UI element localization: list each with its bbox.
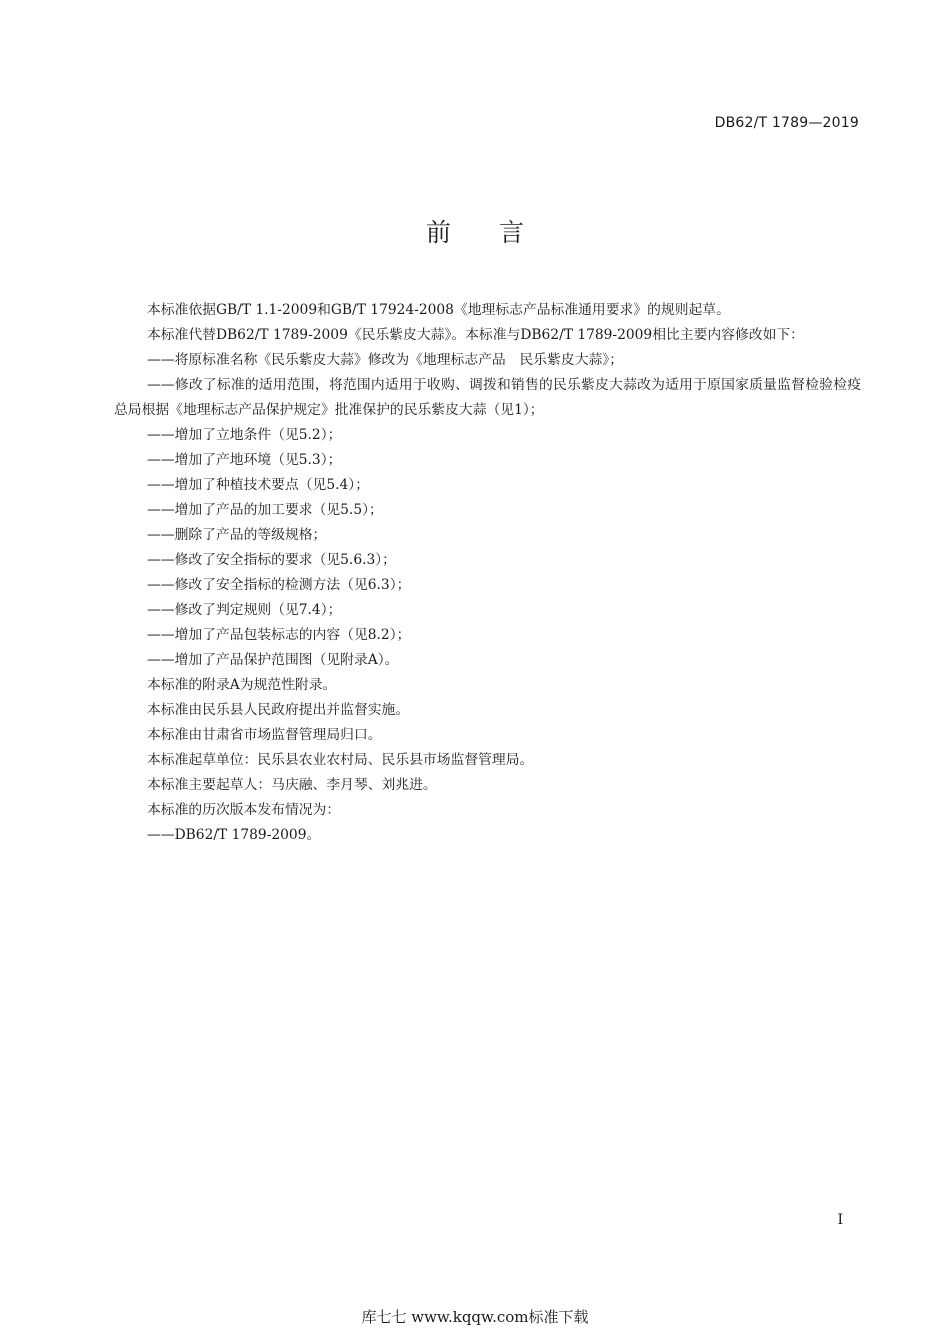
paragraph: 本标准的历次版本发布情况为： <box>147 802 341 818</box>
paragraph: ——DB62/T 1789-2009。 <box>147 827 321 843</box>
paragraph: ——增加了产品包装标志的内容（见8.2）； <box>147 627 411 643</box>
paragraph: ——增加了产品的加工要求（见5.5）； <box>147 502 383 518</box>
paragraph: ——删除了产品的等级规格； <box>147 527 327 543</box>
paragraph: 本标准依据GB/T 1.1-2009和GB/T 17924-2008《地理标志产品标准通用要求》的规则起草。 <box>147 302 730 318</box>
paragraph: ——增加了产地环境（见5.3）； <box>147 452 342 468</box>
page-title: 前言 <box>425 218 572 247</box>
paragraph: 本标准由甘肃省市场监督管理局归口。 <box>147 727 382 743</box>
paragraph: ——修改了标准的适用范围，将范围内适用于收购、调拨和销售的民乐紫皮大蒜改为适用于原国家质量监督检验检疫总局根据《地理标志产品保护规定》批准保护的民乐紫皮大蒜（见1）； <box>114 377 861 418</box>
paragraph: ——修改了安全指标的要求（见5.6.3）； <box>147 552 396 568</box>
paragraph: 本标准代替DB62/T 1789-2009《民乐紫皮大蒜》。本标准与DB62/T 1789-2009相比主要内容修改如下： <box>147 327 804 343</box>
foreword-body <box>114 298 861 848</box>
paragraph: ——增加了产品保护范围图（见附录A）。 <box>147 652 399 668</box>
paragraph: 本标准主要起草人：马庆融、李月琴、刘兆进。 <box>147 777 437 793</box>
paragraph: 本标准起草单位：民乐县农业农村局、民乐县市场监督管理局。 <box>147 752 534 768</box>
standard-code: DB62/T 1789—2019 <box>714 115 859 131</box>
paragraph: ——修改了判定规则（见7.4）； <box>147 602 342 618</box>
paragraph: ——增加了立地条件（见5.2）； <box>147 427 342 443</box>
paragraph: ——增加了种植技术要点（见5.4）； <box>147 477 369 493</box>
paragraph: 本标准的附录A为规范性附录。 <box>147 677 337 693</box>
paragraph: 本标准由民乐县人民政府提出并监督实施。 <box>147 702 410 718</box>
paragraph: ——将原标准名称《民乐紫皮大蒜》修改为《地理标志产品 民乐紫皮大蒜》； <box>147 352 623 368</box>
footer-text: 库七七 www.kqqw.com标准下载 <box>361 1308 589 1326</box>
paragraph: ——修改了安全指标的检测方法（见6.3）； <box>147 577 411 593</box>
page-number: I <box>837 1212 843 1228</box>
